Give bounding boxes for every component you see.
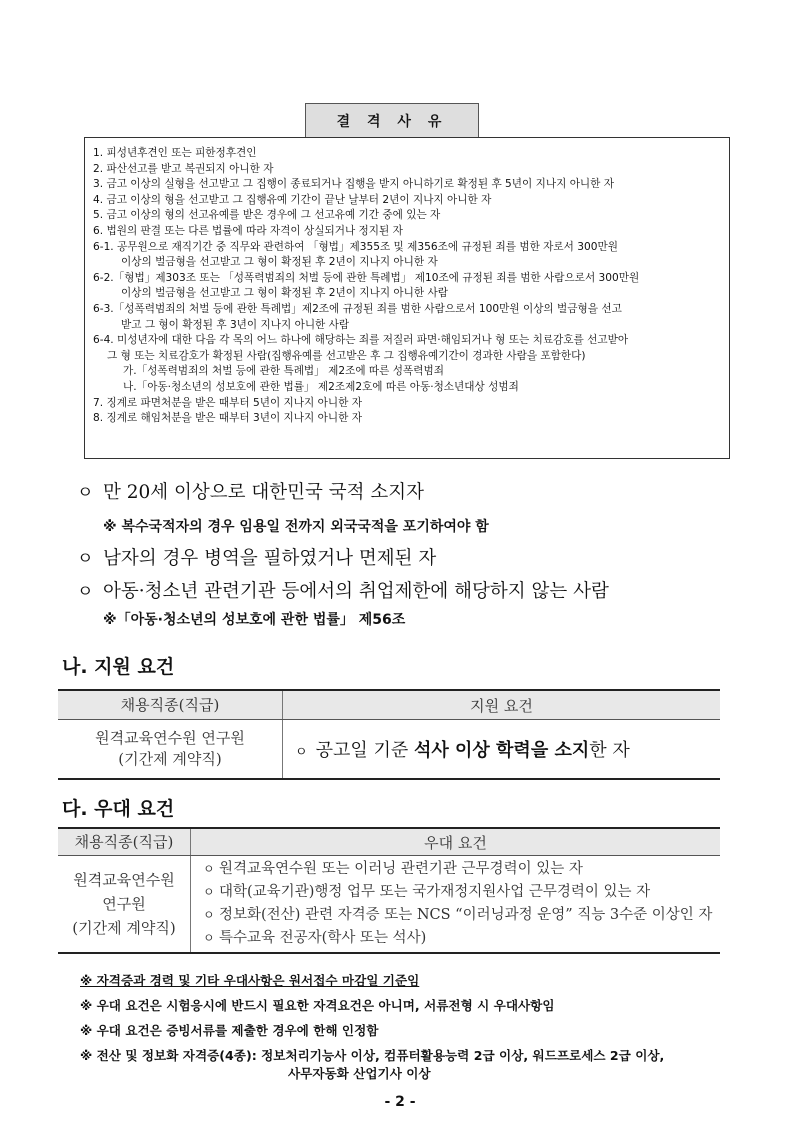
eligibility-note-dual-nationality: ※ 복수국적자의 경우 임용일 전까지 외국국적을 포기하여야 함 xyxy=(103,519,489,535)
disqualification-item: 8. 징계로 해임처분을 받은 때부터 3년이 지나지 아니한 자 xyxy=(93,412,362,425)
bullet-marker: ㅇ xyxy=(77,582,94,602)
eligibility-item-employment-restriction xyxy=(77,577,609,603)
page-number: - 2 - xyxy=(384,1094,416,1110)
disqualification-item: 2. 파산선고를 받고 복권되지 아니한 자 xyxy=(93,162,274,175)
preference-item xyxy=(203,858,720,881)
requirement-text: 한 자 xyxy=(589,740,630,761)
requirement-cell xyxy=(283,720,721,780)
bullet-marker: ㅇ xyxy=(203,885,215,899)
disqualification-item: 3. 금고 이상의 실형을 선고받고 그 집행이 종료되거나 집행을 받지 아니하기로 확정된 후 5년이 지나지 아니한 자 xyxy=(93,178,614,191)
disqualification-item: 7. 징계로 파면처분을 받은 때부터 5년이 지나지 아니한 자 xyxy=(93,396,362,409)
column-header: 채용직종(직급) xyxy=(58,828,191,856)
application-requirements-table xyxy=(58,689,720,780)
footnote: ※ 우대 요건은 증빙서류를 제출한 경우에 한해 인정함 xyxy=(80,1023,379,1038)
job-title: 연구원 xyxy=(102,895,146,913)
table-header-row xyxy=(58,690,720,720)
disqualification-item: 6-3.「성폭력범죄의 처벌 등에 관한 특례법」제2조에 규정된 죄를 범한 사람으로서 100만원 이상의 벌금형을 선고 xyxy=(93,302,622,315)
bullet-marker: ㅇ xyxy=(295,745,308,760)
bullet-marker: ㅇ xyxy=(203,931,215,945)
table-row xyxy=(58,856,720,954)
column-header: 채용직종(직급) xyxy=(58,690,283,720)
footnote: ※ 자격증과 경력 및 기타 우대사항은 원서접수 마감일 기준임 xyxy=(80,973,420,988)
preference-text: 원격교육연수원 또는 이러닝 관련기관 근무경력이 있는 자 xyxy=(219,861,583,877)
disqualification-item-cont: 이상의 벌금형을 선고받고 그 형이 확정된 후 2년이 지나지 아니한 사람 xyxy=(121,287,448,300)
eligibility-item-age xyxy=(77,478,424,504)
disqualification-item-cont: 이상의 벌금형을 선고받고 그 형이 확정된 후 2년이 지나지 아니한 자 xyxy=(121,256,438,269)
preference-item xyxy=(203,904,720,927)
section-heading-application: 나. 지원 요건 xyxy=(62,656,175,678)
disqualification-item: 6-4. 미성년자에 대한 다음 각 목의 어느 하나에 해당하는 죄를 저질러 파면·해임되거나 형 또는 치료감호를 선고받아 xyxy=(93,334,629,347)
disqualification-item: 4. 금고 이상의 형을 선고받고 그 집행유예 기간이 끝난 날부터 2년이 지나지 아니한 자 xyxy=(93,193,492,206)
bullet-marker: ㅇ xyxy=(77,483,94,503)
footnote: ※ 우대 요건은 시험응시에 반드시 필요한 자격요건은 아니며, 서류전형 시 우대사항임 xyxy=(80,998,555,1013)
requirement-text: 공고일 기준 xyxy=(315,740,414,761)
preference-text: 정보화(전산) 관련 자격증 또는 NCS “이러닝과정 운영” 직능 3수준 이상인 자 xyxy=(219,907,713,923)
preference-text: 특수교육 전공자(학사 또는 석사) xyxy=(219,930,427,946)
table-row xyxy=(58,720,720,780)
job-title: 원격교육연수원 연구원 xyxy=(95,729,245,747)
column-header: 우대 요건 xyxy=(191,828,721,856)
job-type: (기간제 계약직) xyxy=(72,919,176,937)
disqualification-subitem: 나.「아동·청소년의 성보호에 관한 법률」 제2조제2호에 따른 아동·청소년대상 성범죄 xyxy=(123,380,519,393)
preference-text: 대학(교육기관)행정 업무 또는 국가재정지원사업 근무경력이 있는 자 xyxy=(219,884,651,900)
eligibility-item-military xyxy=(77,544,436,570)
disqualification-item: 6-2.「형법」제303조 또는 「성폭력범죄의 처벌 등에 관한 특례법」 제10조에 규정된 죄를 범한 사람으로서 300만원 xyxy=(93,271,640,284)
disqualification-item: 1. 피성년후견인 또는 피한정후견인 xyxy=(93,147,257,159)
disqualification-item-cont: 받고 그 형이 확정된 후 3년이 지나지 아니한 사람 xyxy=(121,318,350,331)
disqualification-item: 6-1. 공무원으로 재직기간 중 직무와 관련하여 「형법」제355조 및 제356조에 규정된 죄를 범한 자로서 300만원 xyxy=(93,240,618,253)
bullet-marker: ㅇ xyxy=(77,549,94,569)
requirement-emphasis: 석사 이상 학력을 소지 xyxy=(413,740,590,761)
bullet-marker: ㅇ xyxy=(203,862,215,876)
disqualification-item: 6. 법원의 판결 또는 다른 법률에 따라 자격이 상실되거나 정지된 자 xyxy=(93,224,403,237)
job-cell xyxy=(58,720,283,780)
footnote: ※ 전산 및 정보화 자격증(4종): 정보처리기능사 이상, 컴퓨터활용능력 2급 이상, 워드프로세스 2급 이상, xyxy=(80,1048,665,1063)
disqualification-item: 5. 금고 이상의 형의 선고유예를 받은 경우에 그 선고유예 기간 중에 있는 자 xyxy=(93,209,441,222)
preference-item xyxy=(203,881,720,904)
job-type: (기간제 계약직) xyxy=(118,750,222,768)
preference-requirements-table xyxy=(58,827,720,954)
eligibility-text: 만 20세 이상으로 대한민국 국적 소지자 xyxy=(103,482,425,503)
eligibility-text: 아동·청소년 관련기관 등에서의 취업제한에 해당하지 않는 사람 xyxy=(103,581,609,602)
bullet-marker: ㅇ xyxy=(203,908,215,922)
job-cell xyxy=(58,856,191,954)
eligibility-note-law: ※「아동·청소년의 성보호에 관한 법률」 제56조 xyxy=(103,612,406,628)
column-header: 지원 요건 xyxy=(283,690,721,720)
disqualification-box xyxy=(84,137,730,459)
disqualification-title: 결 격 사 유 xyxy=(305,103,479,138)
preference-item xyxy=(203,927,720,950)
disqualification-item-cont: 그 형 또는 치료감호가 확정된 사람(집행유예를 선고받은 후 그 집행유예기간이 경과한 사람을 포함한다) xyxy=(107,349,586,362)
footnote-cont: 사무자동화 산업기사 이상 xyxy=(288,1066,431,1081)
eligibility-text: 남자의 경우 병역을 필하였거나 면제된 자 xyxy=(103,548,437,569)
table-header-row xyxy=(58,828,720,856)
job-title: 원격교육연수원 xyxy=(73,871,175,889)
disqualification-subitem: 가.「성폭력범죄의 처벌 등에 관한 특례법」 제2조에 따른 성폭력범죄 xyxy=(123,365,444,378)
preference-cell xyxy=(191,856,721,954)
section-heading-preference: 다. 우대 요건 xyxy=(62,798,175,820)
